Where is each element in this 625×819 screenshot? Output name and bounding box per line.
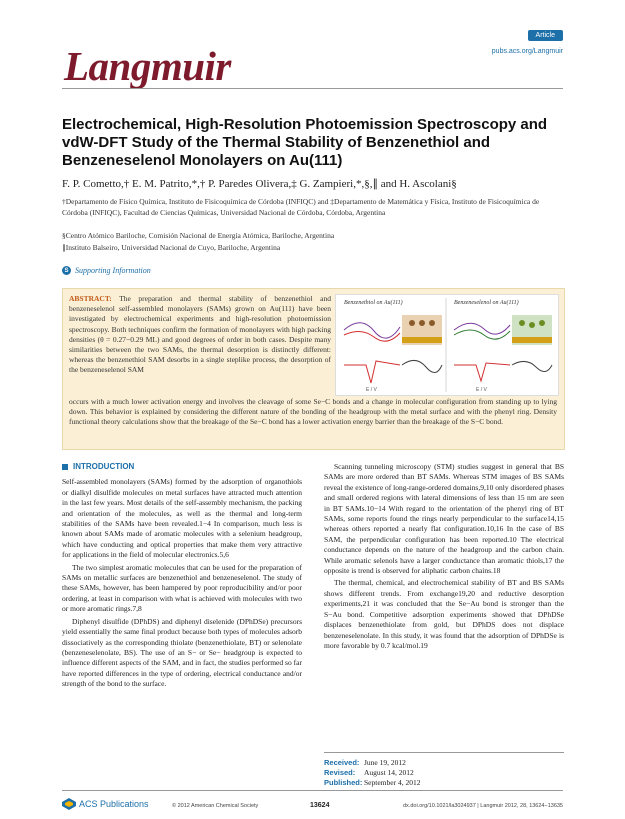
revised-label: Revised: — [324, 768, 356, 777]
header-rule — [62, 88, 563, 89]
author-list: F. P. Cometto,† E. M. Patrito,*,† P. Paredes Olivera,‡ G. Zampieri,*,§,∥ and H. Ascolani§ — [62, 178, 457, 190]
affiliation-2: §Centro Atómico Bariloche, Comisión Nacional de Energía Atómica, Bariloche, Argentina — [62, 231, 335, 240]
published-date: September 4, 2012 — [364, 778, 421, 787]
acs-logo — [62, 798, 149, 810]
abstract-part1 — [69, 294, 331, 376]
page-footer — [62, 790, 563, 819]
received-label: Received: — [324, 758, 360, 767]
toc-right-axis: E / V — [476, 387, 487, 393]
received-date: June 19, 2012 — [364, 758, 406, 767]
revised-date: August 14, 2012 — [364, 768, 414, 777]
section-marker-icon — [62, 464, 68, 470]
toc-left-axis: E / V — [366, 387, 377, 393]
article-badge: Article — [528, 30, 563, 41]
column-right — [324, 462, 564, 653]
abstract-text-1: The preparation and thermal stability of benzenethiol and benzeneselenol self-assembled monolayers (SAMs) grown on Au(111) have been investigated by electrochemical experiments and high-resolution photoemission spectroscopy. Both techniques confirm the formation of monolayers with high packing densities (θ = 0.27−0.29 ML) and good degrees of order in both cases. Despite many similarities between the two SAMs, the thermal desorption is distinctly different: whereas the benzenethiol SAM desorbs in a single steplike process, the desorption of the benzeneselenol SAM — [69, 294, 331, 375]
intro-heading-text: INTRODUCTION — [73, 462, 135, 471]
journal-title: Langmuir — [64, 43, 231, 89]
affiliation-3: ∥Instituto Balseiro, Universidad Nacional de Cuyo, Bariloche, Argentina — [62, 243, 281, 252]
page-number: 13624 — [310, 802, 330, 809]
abstract-label: ABSTRACT: — [69, 294, 112, 303]
intro-paragraph-3: Diphenyl disulfide (DPhDS) and diphenyl diselenide (DPhDSe) precursors yield essentially the same final product because both types of molecules adsorb dissociatively as the corresponding thiolate (benzenethiolate, BT) or selenolate (benzeneselenolate, BS). The use of an S− or Se− headgroup is expected to influence different aspects of the SAM, and in fact, the studies performed so far have reported differences in the type of ordering, electrical conductance and/or strength of the bond to the surface. — [62, 616, 302, 689]
intro-paragraph-4: Scanning tunneling microscopy (STM) studies suggest in general that BS SAMs are more ordered than BT SAMs. Whereas STM images of BS SAMs reveal the existence of long-range-ordered domains,9,10 only disordered phases and small ordered regions with lateral dimensions of less than 15 nm are seen in BT SAMs.10−14 With regard to the orientation of the phenyl ring of BT SAMs, some reports found the rings nearly perpendicular to the surface14,15 whereas others reported a nearly flat configuration.10,16 In the case of BS SAM, the perpendicular configuration has been reported.10 The electrical conductance depends on the nature of the headgroup and the carbon chain. While aromatic selenols have a larger conductance than aromatic thiols,17 the opposite is trend is observed for aliphatic carbon chains.18 — [324, 462, 564, 576]
paper-title: Electrochemical, High-Resolution Photoemission Spectroscopy and vdW-DFT Study of the Thermal Stability of Benzenethiol and Benzeneselenol Monolayers on Au(111) — [62, 116, 548, 169]
toc-left-title: Benzenethiol on Au(111) — [344, 300, 403, 306]
supporting-info-label: Supporting Information — [75, 266, 151, 275]
publication-dates — [324, 752, 564, 788]
intro-paragraph-2: The two simplest aromatic molecules that can be used for the preparation of SAMs on metallic surfaces are benzenethiol and benzeneselenol. The study of these SAMs, however, has been hampered by poor reproducibility and/or poor ordering, at least in comparison with what is achieved with molecules with two or more aromatic rings.7,8 — [62, 562, 302, 614]
affiliation-1: †Departamento de Físico Química, Instituto de Fisicoquímica de Córdoba (INFIQC) and ‡Departamento de Matemática y Física, Instituto de Fisicoquímica de Córdoba (INFIQC), Facultad de Ciencias Químicas, Universidad Nacional de Córdoba, Córdoba, Argentina — [62, 197, 540, 217]
journal-url[interactable]: pubs.acs.org/Langmuir — [491, 48, 563, 55]
intro-heading — [62, 462, 302, 472]
acs-hexagon-icon — [62, 798, 76, 810]
abstract-box — [62, 288, 565, 450]
intro-paragraph-5: The thermal, chemical, and electrochemical stability of BT and BS SAMs shows different trends. From exchange19,20 and reductive desorption experiments,21 it was concluded that the Se−Au bond is stronger than the S−Au bond. Competitive adsorption experiments showed that DPhDSe displaces benzenethiolate from gold, but DPhDS does not displace benzeneselenolate. In this study, it was found that the adsorption of DPhDSe is more favorable by 0.7 kcal/mol.19 — [324, 578, 564, 650]
publisher-name: ACS Publications — [79, 799, 149, 809]
doi-citation[interactable]: dx.doi.org/10.1021/la3024937 | Langmuir 2012, 28, 13624−13635 — [403, 803, 563, 809]
supporting-info-icon: S — [62, 266, 71, 275]
toc-svg — [336, 295, 558, 395]
abstract-text-2: occurs with a much lower activation energy and involves the cleavage of some Se−C bonds and a change in molecular configuration from standing up to lying down. This behavior is explained by considering the different nature of the bonding of the headgroup with the metal surface and with the phenyl ring. Density functional theory calculations show that the breakage of the Se−C bond has a lower activation energy barrier than the breakage of the S−C bond. — [69, 397, 557, 427]
copyright: © 2012 American Chemical Society — [172, 803, 259, 809]
intro-paragraph-1: Self-assembled monolayers (SAMs) formed by the adsorption of organothiols or dialkyl disulfide molecules on metal surfaces have attracted much attention in the last few years. Most details of the self-assembly mechanism, the packing and orientation of the molecules, as well as the thermal and long-term stabilities of the SAMs have been revealed.1−4 In comparison, much less is known about SAMs made of aromatic molecules with a selenium headgroup, which have conducting and optical properties that make them very attractive for applications in the field of molecular electronics.5,6 — [62, 477, 302, 560]
toc-graphic — [335, 294, 559, 396]
published-label: Published: — [324, 778, 363, 787]
supporting-info-link[interactable] — [62, 266, 151, 275]
column-left — [62, 462, 302, 692]
toc-right-title: Benzeneselenol on Au(111) — [454, 300, 519, 306]
